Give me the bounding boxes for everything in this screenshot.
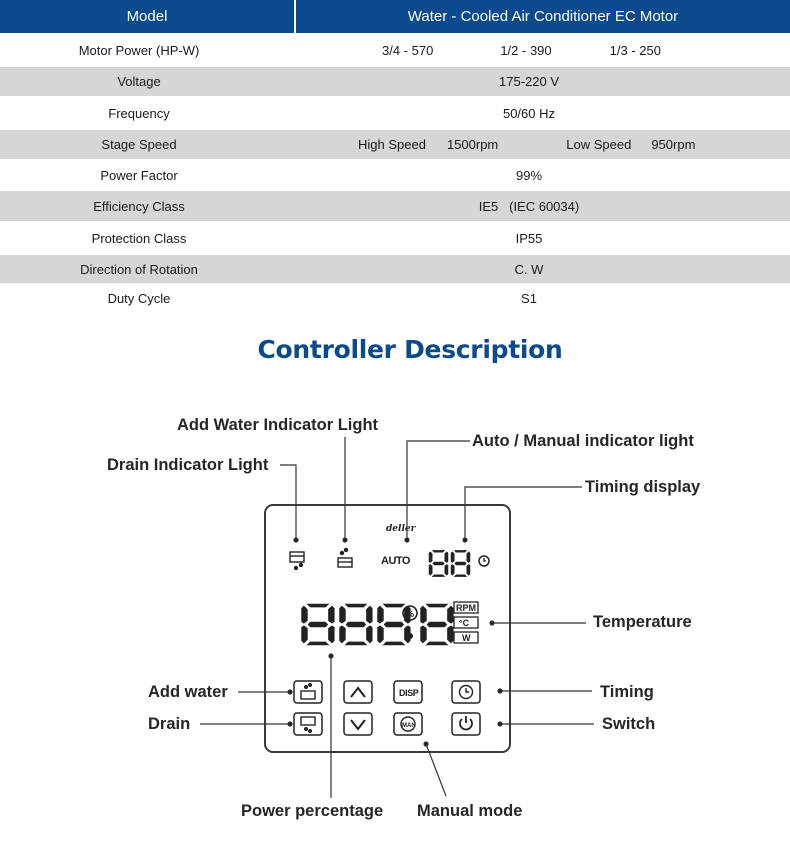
row-value: Low Speed bbox=[566, 137, 632, 152]
row-value: IE5 (IEC 60034) bbox=[478, 198, 580, 214]
header-title: Water - Cooled Air Conditioner EC Motor bbox=[407, 8, 679, 25]
header-model: Model bbox=[0, 0, 296, 33]
label-timing-display: Timing display bbox=[585, 478, 701, 496]
label-power-percentage: Power percentage bbox=[241, 802, 384, 820]
row-value: 3/4 - 570 bbox=[382, 42, 434, 58]
label-drain-indicator: Drain Indicator Light bbox=[107, 456, 269, 474]
unit-celsius: °C bbox=[459, 618, 470, 628]
row-value: IP55 bbox=[515, 230, 543, 246]
row-value: 1/2 - 390 bbox=[500, 42, 552, 58]
row-value: 99% bbox=[515, 167, 543, 183]
row-value: C. W bbox=[514, 261, 544, 277]
row-label: Voltage bbox=[117, 74, 161, 89]
unit-rpm: RPM bbox=[456, 603, 476, 613]
label-add-water: Add water bbox=[148, 683, 228, 701]
row-label: Duty Cycle bbox=[107, 291, 171, 306]
label-drain: Drain bbox=[148, 715, 191, 733]
row-label: Protection Class bbox=[91, 230, 187, 246]
row-label: Motor Power (HP-W) bbox=[78, 42, 200, 58]
row-label: Stage Speed bbox=[101, 137, 177, 152]
label-auto-manual-indicator: Auto / Manual indicator light bbox=[472, 432, 694, 450]
row-label: Power Factor bbox=[100, 167, 178, 183]
section-title: Controller Description bbox=[257, 335, 563, 364]
brand-logo: deller bbox=[386, 524, 416, 534]
row-label: Direction of Rotation bbox=[80, 261, 198, 277]
manual-label: MAN bbox=[402, 723, 416, 729]
label-temperature: Temperature bbox=[593, 613, 692, 631]
auto-indicator: AUTO bbox=[381, 555, 410, 567]
row-value: High Speed bbox=[358, 137, 426, 152]
row-label: Efficiency Class bbox=[93, 198, 185, 214]
label-add-water-indicator: Add Water Indicator Light bbox=[177, 416, 379, 434]
row-value: 1/3 - 250 bbox=[609, 42, 661, 58]
row-value: 1500rpm bbox=[446, 137, 499, 152]
row-value: 175-220 V bbox=[499, 74, 559, 89]
unit-watt: W bbox=[462, 633, 471, 643]
label-manual-mode: Manual mode bbox=[417, 802, 523, 820]
disp-label: DISP bbox=[399, 688, 419, 698]
label-timing: Timing bbox=[600, 683, 654, 701]
label-switch: Switch bbox=[602, 715, 656, 733]
row-label: Frequency bbox=[108, 105, 170, 121]
svg-text:%: % bbox=[406, 609, 415, 619]
row-value: 50/60 Hz bbox=[502, 105, 556, 121]
row-value: S1 bbox=[521, 291, 537, 306]
row-value: 950rpm bbox=[651, 137, 696, 152]
